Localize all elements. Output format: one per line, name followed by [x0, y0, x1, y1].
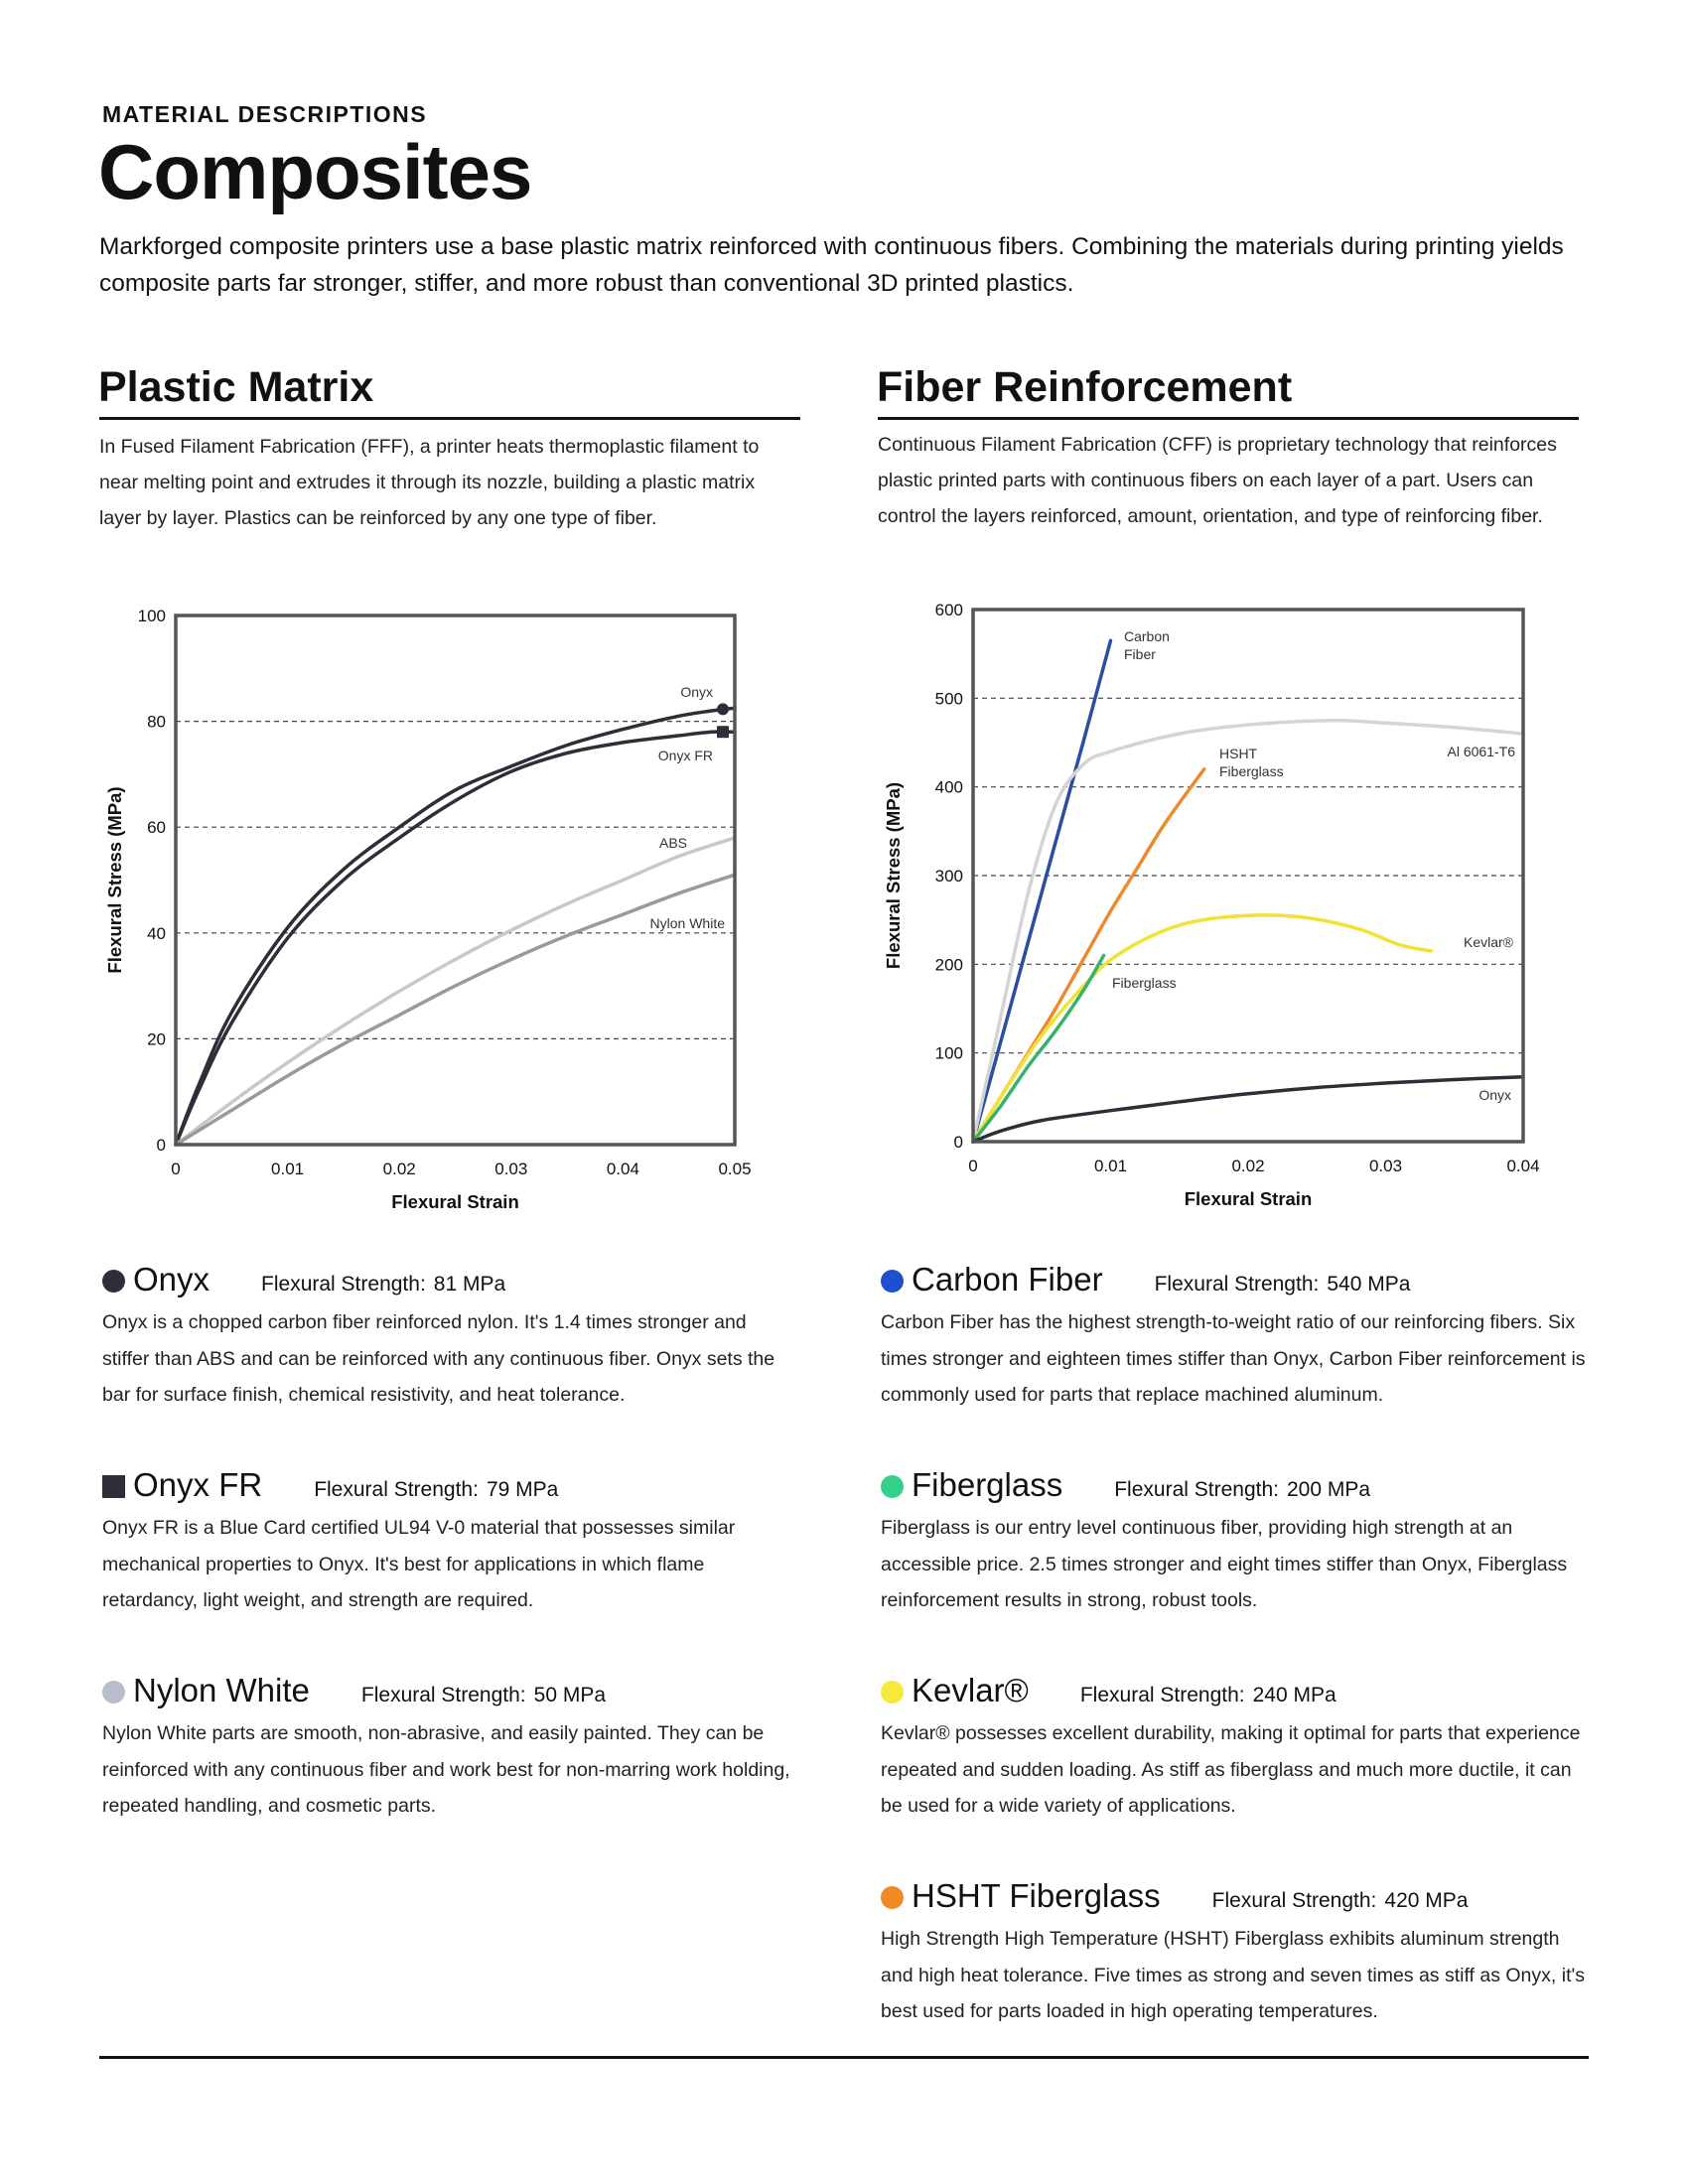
intro-paragraph: Markforged composite printers use a base plastic matrix reinforced with continuous fibers. Combining the materials during printing yields composite parts far stronger, stiffer, and more robust than conventional 3D printed plastics.: [99, 233, 1564, 297]
y-tick-label: 500: [934, 689, 963, 709]
series-line: [973, 721, 1523, 1142]
plastic-matrix-description: In Fused Filament Fabrication (FFF), a printer heats thermoplastic filament to near melting point and extrudes it through its nozzle, building a plastic matrix layer by layer. Plastics can be reinforced by any one type of fiber.: [99, 436, 760, 529]
material-description: High Strength High Temperature (HSHT) Fiberglass exhibits aluminum strength and high heat tolerance. Five times as strong and seven times as stiff as Onyx, it's best used for parts loaded in high operating temperatures.: [881, 1928, 1585, 2022]
x-tick-label: 0.04: [606, 1160, 639, 1178]
material-description: Onyx is a chopped carbon fiber reinforced nylon. It's 1.4 times stronger and stiffer than ABS and can be reinforced with any continuous fiber. Onyx sets the bar for surface finish, chemical resistivity, and heat tolerance.: [102, 1311, 775, 1406]
y-tick-label: 0: [156, 1136, 166, 1155]
material-description: Kevlar® possesses excellent durability, making it optimal for parts that experience repeated and sudden loading. As stiff as fiberglass and much more ductile, it can be used for a wide variety of applications.: [881, 1722, 1581, 1817]
strength-label: Flexural Strength:: [1079, 1684, 1245, 1706]
material-kevlar: [881, 1672, 1596, 1825]
material-onyx: [102, 1261, 797, 1414]
strength-value: 240 MPa: [1252, 1684, 1336, 1706]
hsht-fiberglass-marker-icon: [881, 1886, 904, 1909]
fiber-reinforcement-chart: [864, 596, 1579, 1236]
strength-label: Flexural Strength:: [314, 1478, 479, 1501]
series-label: Onyx: [680, 684, 713, 700]
y-tick-label: 100: [137, 607, 166, 625]
series-label: ABS: [658, 835, 687, 851]
series-line: [973, 1077, 1523, 1142]
material-name: HSHT Fiberglass: [912, 1877, 1161, 1914]
carbon-fiber-marker-icon: [881, 1270, 904, 1293]
kevlar-marker-icon: [881, 1681, 904, 1704]
plastic-matrix-chart-svg: [89, 596, 784, 1231]
series-line: [973, 640, 1111, 1142]
series-label: HSHT: [1219, 746, 1258, 761]
material-name: Onyx FR: [133, 1466, 263, 1503]
series-label: Fiberglass: [1219, 763, 1284, 779]
y-axis-label: Flexural Stress (MPa): [883, 781, 904, 970]
plot-frame: [176, 615, 735, 1145]
series-label: Onyx: [1478, 1087, 1511, 1103]
material-name: Nylon White: [133, 1672, 310, 1708]
x-tick-label: 0.05: [718, 1160, 752, 1178]
x-tick-label: 0.03: [1368, 1157, 1403, 1175]
x-axis-label: Flexural Strain: [391, 1191, 519, 1212]
series-label: Kevlar®: [1464, 934, 1513, 950]
strength-label: Flexural Strength:: [261, 1273, 426, 1296]
strength-value: 420 MPa: [1384, 1889, 1469, 1912]
material-carbon-fiber: [881, 1261, 1596, 1414]
plastic-matrix-rule: [99, 417, 800, 420]
y-tick-label: 100: [934, 1043, 963, 1063]
series-label: Al 6061-T6: [1447, 744, 1515, 759]
series-label: Nylon White: [649, 915, 725, 931]
material-nylon-white: [102, 1672, 797, 1825]
y-axis-label: Flexural Stress (MPa): [104, 786, 125, 974]
material-description: Fiberglass is our entry level continuous fiber, providing high strength at an accessible price. 2.5 times stronger and eight times stiffer than Onyx, Fiberglass reinforcement results in strong, robust tools.: [881, 1517, 1568, 1611]
x-axis-label: Flexural Strain: [1184, 1188, 1313, 1209]
eyebrow-heading: MATERIAL DESCRIPTIONS: [102, 101, 428, 127]
y-tick-label: 80: [147, 712, 166, 732]
plastic-matrix-chart: [89, 596, 784, 1236]
series-label: Fiberglass: [1112, 975, 1177, 991]
series-point: [717, 703, 729, 715]
material-description: Nylon White parts are smooth, non-abrasive, and easily painted. They can be reinforced with any continuous fiber and work best for non-marring work holding, repeated handling, and cosmetic parts.: [102, 1722, 790, 1817]
strength-value: 200 MPa: [1286, 1478, 1371, 1501]
series-point: [717, 726, 729, 738]
series-label: Onyx FR: [657, 748, 713, 763]
onyx-marker-icon: [102, 1270, 125, 1293]
fiberglass-marker-icon: [881, 1475, 904, 1498]
y-tick-label: 300: [934, 867, 963, 886]
x-tick-label: 0.04: [1506, 1157, 1540, 1175]
strength-value: 540 MPa: [1327, 1273, 1411, 1296]
x-tick-label: 0: [968, 1157, 978, 1175]
material-description: Carbon Fiber has the highest strength-to-weight ratio of our reinforcing fibers. Six times stronger and eighteen times stiffer than Onyx, Carbon Fiber reinforcement is commonly used for parts that replace machined aluminum.: [881, 1311, 1586, 1406]
strength-label: Flexural Strength:: [1154, 1273, 1320, 1296]
y-tick-label: 20: [147, 1029, 166, 1049]
fiber-reinforcement-heading: Fiber Reinforcement: [877, 363, 1293, 411]
page-title: Composites: [98, 128, 532, 215]
x-tick-label: 0.01: [271, 1160, 305, 1178]
material-name: Onyx: [133, 1261, 211, 1297]
strength-label: Flexural Strength:: [1211, 1889, 1377, 1912]
strength-label: Flexural Strength:: [360, 1684, 526, 1706]
fiber-reinforcement-chart-svg: [864, 596, 1579, 1231]
series-label: Fiber: [1124, 646, 1156, 662]
nylon-white-marker-icon: [102, 1681, 125, 1704]
material-name: Kevlar®: [912, 1672, 1029, 1708]
y-tick-label: 40: [147, 923, 166, 943]
strength-value: 79 MPa: [486, 1478, 559, 1501]
material-name: Fiberglass: [912, 1466, 1063, 1503]
material-onyx-fr: [102, 1466, 797, 1619]
y-tick-label: 60: [147, 818, 166, 838]
series-line: [176, 838, 735, 1145]
fiber-reinforcement-rule: [878, 417, 1579, 420]
y-tick-label: 0: [953, 1133, 963, 1152]
fiber-reinforcement-description: Continuous Filament Fabrication (CFF) is proprietary technology that reinforces plastic printed parts with continuous fibers on each layer of a part. Users can control the layers reinforced, amount, orientation, and type of reinforcing fiber.: [878, 434, 1557, 527]
material-hsht-fiberglass: [881, 1877, 1596, 2030]
onyx-fr-marker-icon: [102, 1475, 125, 1498]
plastic-matrix-heading: Plastic Matrix: [98, 363, 374, 411]
x-tick-label: 0.02: [382, 1160, 416, 1178]
y-tick-label: 400: [934, 777, 963, 797]
strength-label: Flexural Strength:: [1114, 1478, 1279, 1501]
material-fiberglass: [881, 1466, 1596, 1619]
x-tick-label: 0: [171, 1160, 181, 1178]
strength-value: 50 MPa: [533, 1684, 607, 1706]
series-label: Carbon: [1124, 628, 1170, 644]
y-tick-label: 600: [934, 601, 963, 619]
x-tick-label: 0.01: [1093, 1157, 1128, 1175]
strength-value: 81 MPa: [433, 1273, 506, 1296]
material-description: Onyx FR is a Blue Card certified UL94 V-0 material that possesses similar mechanical properties to Onyx. It's best for applications in which flame retardancy, light weight, and strength are required.: [102, 1517, 736, 1611]
x-tick-label: 0.03: [494, 1160, 528, 1178]
x-tick-label: 0.02: [1231, 1157, 1265, 1175]
y-tick-label: 200: [934, 955, 963, 975]
material-name: Carbon Fiber: [912, 1261, 1103, 1297]
footer-rule: [99, 2056, 1589, 2059]
